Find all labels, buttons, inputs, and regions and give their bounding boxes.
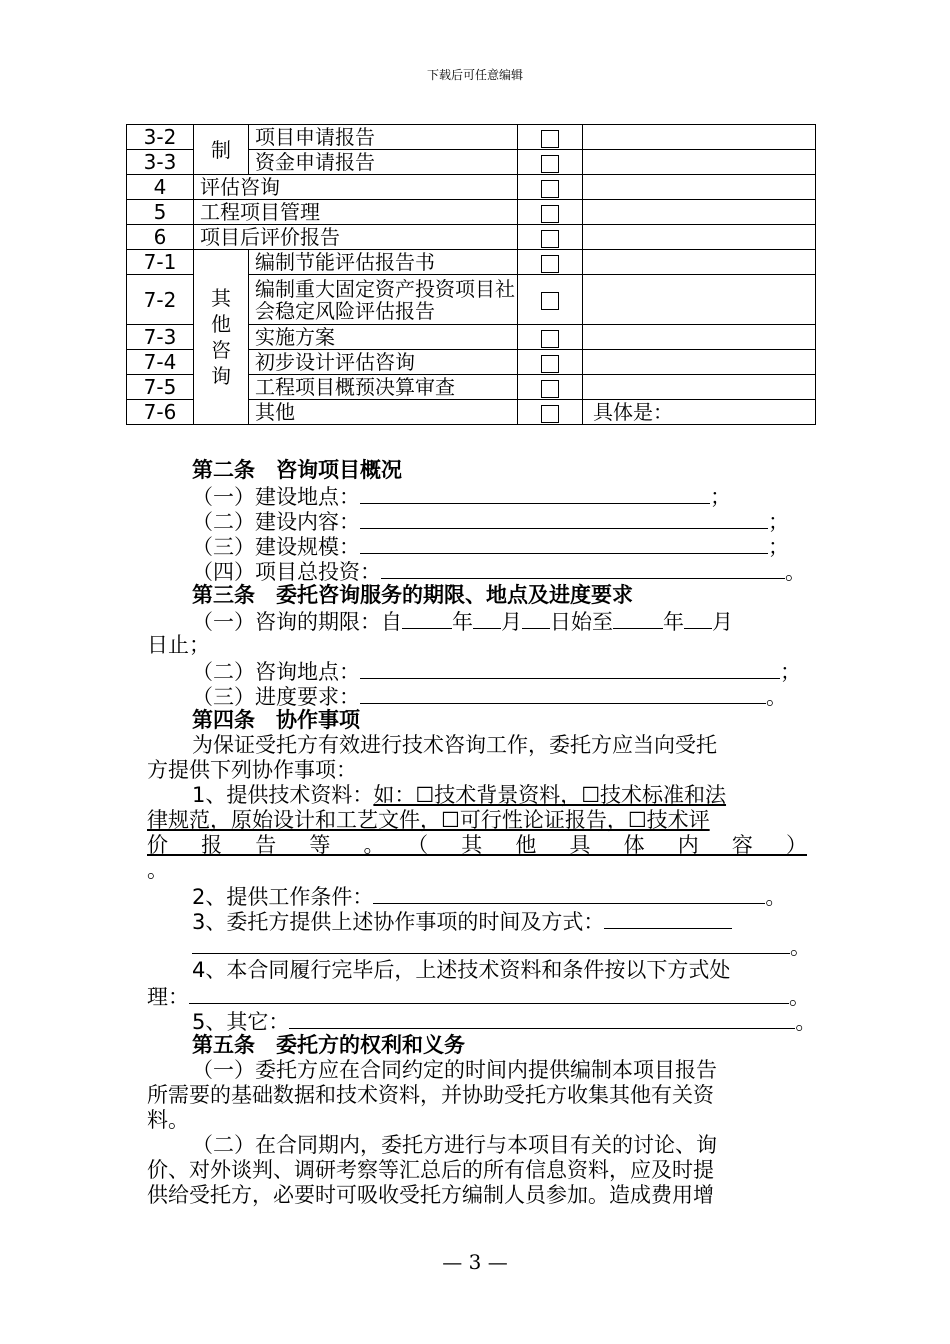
service-item: 资金申请报告 [249, 150, 518, 175]
service-item: 其他 [249, 400, 518, 425]
service-item: 工程项目管理 [194, 200, 518, 225]
row-number: 7-4 [127, 350, 194, 375]
checkbox[interactable] [541, 155, 559, 173]
service-item: 项目申请报告 [249, 125, 518, 150]
note-cell [583, 175, 816, 200]
service-item: 初步设计评估咨询 [249, 350, 518, 375]
row-number: 7-5 [127, 375, 194, 400]
service-item: 项目后评价报告 [194, 225, 518, 250]
table-row [127, 125, 816, 150]
service-item: 评估咨询 [194, 175, 518, 200]
service-item: 编制重大固定资产投资项目社会稳定风险评估报告 [249, 275, 518, 325]
checkbox[interactable] [541, 380, 559, 398]
note-cell: 具体是： [583, 400, 816, 425]
art4-item-4-cont: 理： 。 [147, 985, 810, 1009]
art5-p2-line3: 供给受托方，必要时可吸收受托方编制人员参加。造成费用增 [147, 1183, 714, 1207]
art3-period-end: 日止； [147, 633, 210, 657]
row-number: 5 [127, 200, 194, 225]
article-2-title: 第二条 咨询项目概况 [192, 458, 402, 482]
row-number: 3-2 [127, 125, 194, 150]
art3-place: （二）咨询地点： ； [192, 660, 801, 684]
row-number: 6 [127, 225, 194, 250]
art5-p1-line2: 所需要的基础数据和技术资料，并协助受托方收集其他有关资 [147, 1083, 714, 1107]
art2-investment-label: （四）项目总投资： 。 [192, 560, 806, 584]
group-label-zhi: 制 [194, 125, 249, 175]
checkbox-cell [518, 225, 583, 250]
article-5-title: 第五条 委托方的权利和义务 [192, 1033, 465, 1057]
art3-progress: （三）进度要求： 。 [192, 685, 787, 709]
service-item: 编制节能评估报告书 [249, 250, 518, 275]
row-number: 7-1 [127, 250, 194, 275]
checkbox-cell [518, 350, 583, 375]
checkbox[interactable] [541, 255, 559, 273]
art3-period: （一）咨询的期限：自 年 月 日始至 年 月 [192, 610, 733, 634]
art5-p2-line1: （二）在合同期内，委托方进行与本项目有关的讨论、询 [192, 1133, 717, 1157]
row-number: 3-3 [127, 150, 194, 175]
note-cell [583, 275, 816, 325]
checkbox-cell [518, 250, 583, 275]
art5-p1-line1: （一）委托方应在合同约定的时间内提供编制本项目报告 [192, 1058, 717, 1082]
art2-content-label: （二）建设内容： ； [192, 510, 789, 534]
art4-intro-1: 为保证受托方有效进行技术咨询工作，委托方应当向受托 [192, 733, 717, 757]
art4-item-1: 1、提供技术资料：如：☐技术背景资料，☐技术标准和法 [192, 783, 727, 807]
row-number: 7-6 [127, 400, 194, 425]
checkbox[interactable] [541, 230, 559, 248]
note-cell [583, 200, 816, 225]
article-3-title: 第三条 委托咨询服务的期限、地点及进度要求 [192, 583, 633, 607]
note-cell [583, 150, 816, 175]
art4-item-3-cont: 。 [192, 933, 811, 960]
checkbox-cell [518, 150, 583, 175]
checkbox-cell [518, 400, 583, 425]
page-header: 下载后可任意编辑 [426, 68, 523, 82]
checkbox[interactable] [541, 355, 559, 373]
table-row [127, 225, 816, 250]
checkbox[interactable] [541, 130, 559, 148]
art4-item-2: 2、提供工作条件： 。 [192, 885, 787, 909]
group-label-other [194, 250, 249, 425]
group-label-other-text: 其他咨询 [211, 286, 231, 388]
art4-item-1-cont2: 价报告等。（其他具体内容） [147, 833, 807, 857]
checkbox-cell [518, 275, 583, 325]
service-table [126, 124, 816, 425]
note-cell [583, 250, 816, 275]
note-cell [583, 375, 816, 400]
checkbox-cell [518, 325, 583, 350]
art2-scale-label: （三）建设规模： ； [192, 535, 789, 559]
table-row [127, 200, 816, 225]
note-cell [583, 225, 816, 250]
art4-item-3: 3、委托方提供上述协作事项的时间及方式： [192, 908, 732, 935]
service-item: 工程项目概预决算审查 [249, 375, 518, 400]
art4-intro-2: 方提供下列协作事项： [147, 758, 357, 782]
row-number: 7-2 [127, 275, 194, 325]
page-number: — 3 — [442, 1250, 508, 1274]
art4-item-1-end: 。 [147, 858, 168, 882]
note-cell [583, 325, 816, 350]
table-row [127, 250, 816, 275]
article-4-title: 第四条 协作事项 [192, 708, 360, 732]
note-cell [583, 125, 816, 150]
art4-item-5: 5、其它： 。 [192, 1010, 817, 1034]
checkbox-cell [518, 200, 583, 225]
note-cell [583, 350, 816, 375]
checkbox-cell [518, 125, 583, 150]
art5-p2-line2: 价、对外谈判、调研考察等汇总后的所有信息资料，应及时提 [147, 1158, 714, 1182]
art4-item-1-cont: 律规范，原始设计和工艺文件，☐可行性论证报告，☐技术评 [147, 808, 710, 832]
checkbox[interactable] [541, 180, 559, 198]
service-item: 实施方案 [249, 325, 518, 350]
checkbox[interactable] [541, 405, 559, 423]
row-number: 4 [127, 175, 194, 200]
checkbox-cell [518, 375, 583, 400]
table-row [127, 175, 816, 200]
checkbox[interactable] [541, 205, 559, 223]
row-number: 7-3 [127, 325, 194, 350]
checkbox-cell [518, 175, 583, 200]
checkbox[interactable] [541, 292, 559, 310]
checkbox[interactable] [541, 330, 559, 348]
art2-location-label: （一）建设地点： ； [192, 485, 731, 509]
art5-p1-line3: 料。 [147, 1108, 189, 1132]
art4-item-4: 4、本合同履行完毕后，上述技术资料和条件按以下方式处 [192, 958, 731, 982]
